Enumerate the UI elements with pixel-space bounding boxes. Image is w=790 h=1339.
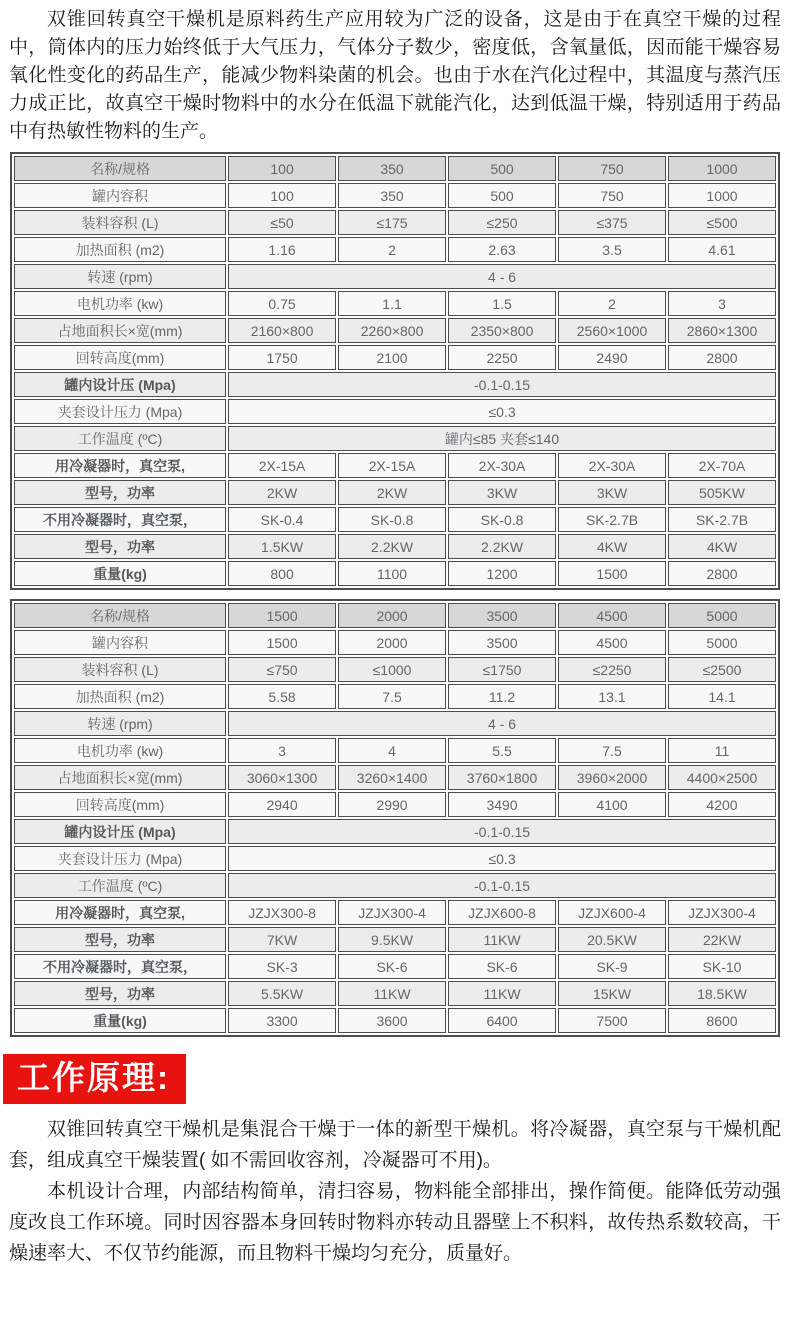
row-label: 型号，功率 [14, 981, 226, 1006]
row-value: ≤1750 [448, 657, 556, 682]
row-value: 3 [668, 291, 776, 316]
row-value: 11.2 [448, 684, 556, 709]
table-row [14, 291, 776, 316]
row-value: 11KW [448, 927, 556, 952]
row-label: 占地面积长×宽(mm) [14, 765, 226, 790]
row-value: 22KW [668, 927, 776, 952]
row-label: 夹套设计压力 (Mpa) [14, 846, 226, 871]
row-value: 2250 [448, 345, 556, 370]
row-label: 回转高度(mm) [14, 792, 226, 817]
row-value: 3960×2000 [558, 765, 666, 790]
row-value: 3KW [448, 480, 556, 505]
row-value-span: -0.1-0.15 [228, 372, 776, 397]
row-value: 18.5KW [668, 981, 776, 1006]
row-value: JZJX600-4 [558, 900, 666, 925]
row-value: 3260×1400 [338, 765, 446, 790]
row-value: 3.5 [558, 237, 666, 262]
row-value: 2X-15A [338, 453, 446, 478]
row-value: 2KW [228, 480, 336, 505]
row-value: 1.5 [448, 291, 556, 316]
row-label: 罐内容积 [14, 183, 226, 208]
row-value: 5.5KW [228, 981, 336, 1006]
table-row [14, 792, 776, 817]
table-row [14, 345, 776, 370]
row-value: 3060×1300 [228, 765, 336, 790]
row-value: 1000 [668, 183, 776, 208]
row-label: 名称/规格 [14, 603, 226, 628]
row-value: SK-0.8 [448, 507, 556, 532]
row-value: 2990 [338, 792, 446, 817]
table-row [14, 711, 776, 736]
row-value: 5.58 [228, 684, 336, 709]
row-value-span: ≤0.3 [228, 399, 776, 424]
row-value: ≤2250 [558, 657, 666, 682]
row-value: 100 [228, 156, 336, 181]
row-value: 11KW [338, 981, 446, 1006]
row-value: 2.63 [448, 237, 556, 262]
row-value: 15KW [558, 981, 666, 1006]
table-row [14, 237, 776, 262]
row-label: 型号，功率 [14, 480, 226, 505]
table-header-row [14, 156, 776, 181]
row-value: 7.5 [338, 684, 446, 709]
row-value: SK-6 [338, 954, 446, 979]
row-label: 装料容积 (L) [14, 210, 226, 235]
row-value: 2.2KW [448, 534, 556, 559]
table-row [14, 480, 776, 505]
row-value: 6400 [448, 1008, 556, 1033]
row-value: 3300 [228, 1008, 336, 1033]
row-label: 不用冷凝器时，真空泵， [14, 507, 226, 532]
row-value: 2X-15A [228, 453, 336, 478]
row-value: 7.5 [558, 738, 666, 763]
table-row [14, 738, 776, 763]
row-value: 2490 [558, 345, 666, 370]
row-label: 型号，功率 [14, 534, 226, 559]
principle-paragraph-1: 双锥回转真空干燥机是集混合干燥于一体的新型干燥机。将冷凝器，真空泵与干燥机配套，组成真空干燥装置( 如不需回收容剂，冷凝器可不用)。 [9, 1118, 781, 1171]
row-value: ≤750 [228, 657, 336, 682]
row-label: 电机功率 (kw) [14, 291, 226, 316]
row-value: 4100 [558, 792, 666, 817]
row-value: JZJX300-8 [228, 900, 336, 925]
row-value: 4KW [668, 534, 776, 559]
spec-table-large-models-body [14, 603, 776, 1033]
row-value: 4500 [558, 630, 666, 655]
row-value: 2800 [668, 561, 776, 586]
row-value: 1000 [668, 156, 776, 181]
row-value: SK-3 [228, 954, 336, 979]
row-value: 2160×800 [228, 318, 336, 343]
row-label: 用冷凝器时，真空泵, [14, 900, 226, 925]
row-value-span: -0.1-0.15 [228, 819, 776, 844]
row-value: JZJX300-4 [668, 900, 776, 925]
row-label: 罐内设计压 (Mpa) [14, 819, 226, 844]
row-value: 1500 [558, 561, 666, 586]
row-value: SK-2.7B [668, 507, 776, 532]
row-label: 名称/规格 [14, 156, 226, 181]
row-value: 3KW [558, 480, 666, 505]
row-value: ≤375 [558, 210, 666, 235]
row-value: 1.5KW [228, 534, 336, 559]
table-row [14, 900, 776, 925]
table-header-row [14, 603, 776, 628]
table-row [14, 183, 776, 208]
row-value: SK-9 [558, 954, 666, 979]
row-value: 100 [228, 183, 336, 208]
row-label: 重量(kg) [14, 1008, 226, 1033]
row-value: SK-2.7B [558, 507, 666, 532]
table-row [14, 954, 776, 979]
row-value: 14.1 [668, 684, 776, 709]
row-value: SK-10 [668, 954, 776, 979]
table-row [14, 819, 776, 844]
row-value: SK-0.8 [338, 507, 446, 532]
row-value: ≤50 [228, 210, 336, 235]
row-label: 电机功率 (kw) [14, 738, 226, 763]
table-row [14, 657, 776, 682]
row-value: 500 [448, 183, 556, 208]
table-row [14, 426, 776, 451]
row-value: 800 [228, 561, 336, 586]
row-value: 2.2KW [338, 534, 446, 559]
table-row [14, 846, 776, 871]
row-value: 3 [228, 738, 336, 763]
intro-paragraph: 双锥回转真空干燥机是原料药生产应用较为广泛的设备，这是由于在真空干燥的过程中，筒体内的压力始终低于大气压力，气体分子数少，密度低，含氧量低，因而能干燥容易氧化性变化的药品生产，能减少物料染菌的机会。也由于水在汽化过程中，其温度与蒸汽压力成正比，故真空干燥时物料中的水分在低温下就能汽化，达到低温干燥，特别适用于药品中有热敏性物料的生产。 [9, 9, 781, 142]
row-label: 用冷凝器时，真空泵, [14, 453, 226, 478]
row-value: 5000 [668, 603, 776, 628]
row-value: 750 [558, 183, 666, 208]
table-row [14, 399, 776, 424]
table-row [14, 264, 776, 289]
row-value: 20.5KW [558, 927, 666, 952]
row-label: 夹套设计压力 (Mpa) [14, 399, 226, 424]
table-row [14, 561, 776, 586]
table-row [14, 630, 776, 655]
row-value-span: 罐内≤85 夹套≤140 [228, 426, 776, 451]
row-value: 2 [558, 291, 666, 316]
row-value: 8600 [668, 1008, 776, 1033]
row-value: 9.5KW [338, 927, 446, 952]
row-value: 1200 [448, 561, 556, 586]
table-row [14, 927, 776, 952]
row-label: 占地面积长×宽(mm) [14, 318, 226, 343]
row-value-span: 4 - 6 [228, 264, 776, 289]
row-value: ≤2500 [668, 657, 776, 682]
table-row [14, 318, 776, 343]
row-value: 11KW [448, 981, 556, 1006]
row-value: 2X-30A [558, 453, 666, 478]
row-value: 0.75 [228, 291, 336, 316]
table-row [14, 507, 776, 532]
row-value: 4200 [668, 792, 776, 817]
row-value: 2 [338, 237, 446, 262]
row-value: 350 [338, 183, 446, 208]
table-row [14, 534, 776, 559]
row-value: 5.5 [448, 738, 556, 763]
row-value: 4500 [558, 603, 666, 628]
working-principle-heading: 工作原理: [3, 1054, 186, 1104]
row-value: SK-0.4 [228, 507, 336, 532]
row-value: ≤1000 [338, 657, 446, 682]
row-value: 3760×1800 [448, 765, 556, 790]
spec-table-small-models-body [14, 156, 776, 586]
table-row [14, 873, 776, 898]
row-value: 2560×1000 [558, 318, 666, 343]
row-value: 2100 [338, 345, 446, 370]
row-value: 5000 [668, 630, 776, 655]
row-label: 加热面积 (m2) [14, 237, 226, 262]
row-value-span: 4 - 6 [228, 711, 776, 736]
row-label: 工作温度 (ºC) [14, 873, 226, 898]
row-value: ≤175 [338, 210, 446, 235]
row-value: 1500 [228, 630, 336, 655]
row-value: 2X-70A [668, 453, 776, 478]
row-value: 7500 [558, 1008, 666, 1033]
row-value: 2800 [668, 345, 776, 370]
row-label: 重量(kg) [14, 561, 226, 586]
row-value: 2000 [338, 603, 446, 628]
row-value: ≤500 [668, 210, 776, 235]
row-value-span: -0.1-0.15 [228, 873, 776, 898]
row-value: 505KW [668, 480, 776, 505]
row-value: 2940 [228, 792, 336, 817]
row-value: JZJX300-4 [338, 900, 446, 925]
row-value: 1.16 [228, 237, 336, 262]
row-value: 3500 [448, 603, 556, 628]
table-row [14, 684, 776, 709]
row-value: 750 [558, 156, 666, 181]
row-label: 工作温度 (ºC) [14, 426, 226, 451]
row-value: 4KW [558, 534, 666, 559]
row-value: 3600 [338, 1008, 446, 1033]
row-value: 4 [338, 738, 446, 763]
row-value: 350 [338, 156, 446, 181]
row-label: 罐内容积 [14, 630, 226, 655]
row-label: 型号，功率 [14, 927, 226, 952]
row-label: 装料容积 (L) [14, 657, 226, 682]
row-value: 4400×2500 [668, 765, 776, 790]
row-value: SK-6 [448, 954, 556, 979]
row-value-span: ≤0.3 [228, 846, 776, 871]
row-value: JZJX600-8 [448, 900, 556, 925]
table-row [14, 981, 776, 1006]
row-value: 2KW [338, 480, 446, 505]
spec-table-large-models [10, 599, 780, 1037]
row-value: 1500 [228, 603, 336, 628]
principle-paragraph-2: 本机设计合理，内部结构简单，清扫容易，物料能全部排出，操作简便。能降低劳动强度改良工作环境。同时因容器本身回转时物料亦转动且器壁上不积料，故传热系数较高，干燥速率大、不仅节约能源，而且物料干燥均匀充分，质量好。 [9, 1180, 781, 1264]
row-value: 1100 [338, 561, 446, 586]
row-value: 2000 [338, 630, 446, 655]
table-row [14, 372, 776, 397]
row-value: 1.1 [338, 291, 446, 316]
row-value: 2350×800 [448, 318, 556, 343]
row-value: 7KW [228, 927, 336, 952]
spec-table-small-models [10, 152, 780, 590]
row-label: 转速 (rpm) [14, 264, 226, 289]
row-value: ≤250 [448, 210, 556, 235]
row-value: 3500 [448, 630, 556, 655]
row-value: 11 [668, 738, 776, 763]
row-label: 不用冷凝器时，真空泵， [14, 954, 226, 979]
row-value: 4.61 [668, 237, 776, 262]
row-label: 罐内设计压 (Mpa) [14, 372, 226, 397]
row-value: 1750 [228, 345, 336, 370]
row-value: 2X-30A [448, 453, 556, 478]
row-value: 500 [448, 156, 556, 181]
row-value: 13.1 [558, 684, 666, 709]
table-row [14, 1008, 776, 1033]
row-label: 回转高度(mm) [14, 345, 226, 370]
row-label: 转速 (rpm) [14, 711, 226, 736]
table-row [14, 210, 776, 235]
table-row [14, 453, 776, 478]
table-row [14, 765, 776, 790]
row-value: 3490 [448, 792, 556, 817]
row-value: 2260×800 [338, 318, 446, 343]
row-value: 2860×1300 [668, 318, 776, 343]
row-label: 加热面积 (m2) [14, 684, 226, 709]
